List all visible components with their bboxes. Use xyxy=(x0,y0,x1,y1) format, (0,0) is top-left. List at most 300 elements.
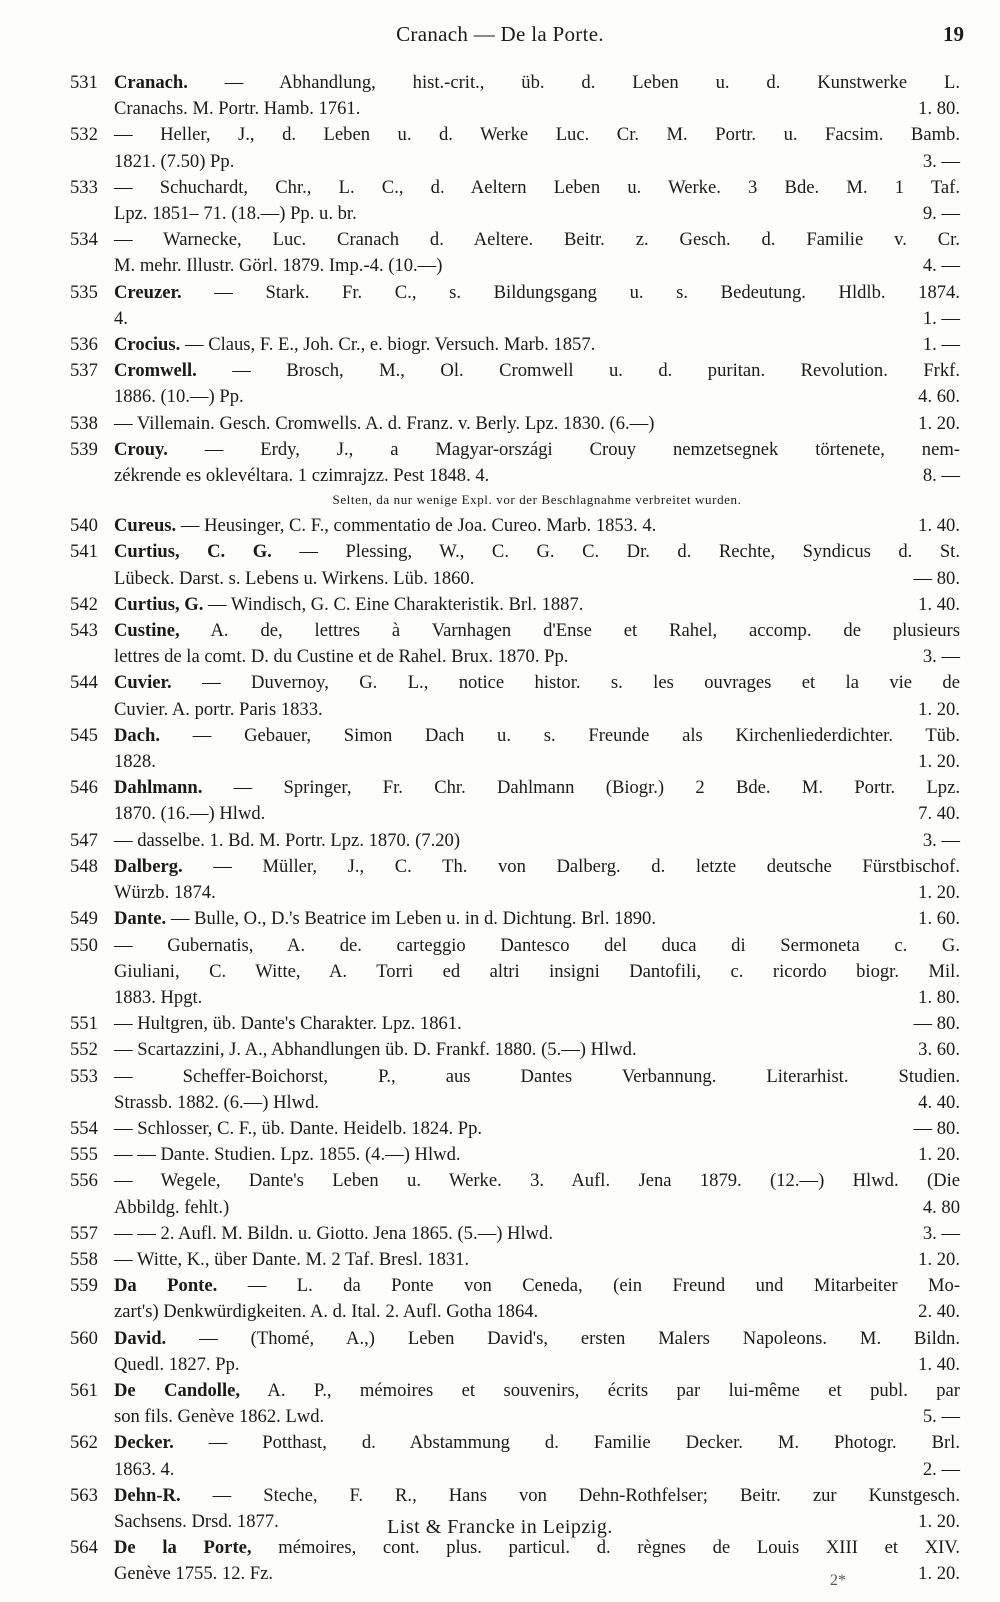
entry-description: — (Thomé, A.,) Leben David's, ersten Malers Napoleons. M. Bildn. xyxy=(166,1327,960,1349)
entry-subject: Cureus. xyxy=(114,515,177,537)
entry-description: Cuvier. A. portr. Paris 1833. xyxy=(114,698,323,720)
entry-text xyxy=(114,1273,960,1299)
entry-text xyxy=(114,592,583,618)
entry-line xyxy=(114,1273,960,1299)
entry-description: Würzb. 1874. xyxy=(114,882,216,904)
entry-description: — Erdy, J., a Magyar-országi Crouy nemzetsegnek törtenete, nem- xyxy=(167,438,960,460)
entry-price: 4. 60. xyxy=(918,386,960,408)
catalog-entry xyxy=(70,1430,960,1482)
entry-number: 562 xyxy=(70,1432,98,1454)
entry-text xyxy=(114,1142,461,1168)
entry-text xyxy=(114,1457,174,1483)
entry-subject: Creuzer. xyxy=(114,281,182,303)
entry-description: — Scheffer-Boichorst, P., aus Dantes Verbannung. Literarhist. Studien. xyxy=(114,1065,960,1087)
entry-body xyxy=(114,906,960,932)
entry-description: zart's) Denkwürdigkeiten. A. d. Ital. 2. Aufl. Gotha 1864. xyxy=(114,1301,539,1323)
entry-number: 548 xyxy=(70,855,98,877)
entry-line xyxy=(114,1299,960,1325)
entry-line xyxy=(114,1142,960,1168)
entry-text xyxy=(114,1195,229,1221)
entry-line xyxy=(114,618,960,644)
entry-body xyxy=(114,1221,960,1247)
entry-line xyxy=(114,1352,960,1378)
entry-body xyxy=(114,1011,960,1037)
entry-description: A. P., mémoires et souvenirs, écrits par lui-même et publ. par xyxy=(240,1379,960,1401)
catalog-entry xyxy=(70,358,960,410)
catalog-entry xyxy=(70,1011,960,1037)
entry-price: 1. 20. xyxy=(918,1510,960,1532)
entry-price: 7. 40. xyxy=(918,803,960,825)
entry-body xyxy=(114,854,960,906)
entry-price: 1. — xyxy=(922,307,960,329)
entry-subject: Da Ponte. xyxy=(114,1275,218,1297)
entry-line xyxy=(114,96,960,122)
entry-price: 1. 20. xyxy=(918,412,960,434)
catalog-entry xyxy=(70,1378,960,1430)
entry-line xyxy=(114,1326,960,1352)
entry-text xyxy=(114,149,234,175)
catalog-entry xyxy=(70,1326,960,1378)
entry-number: 543 xyxy=(70,620,98,642)
entry-number: 549 xyxy=(70,908,98,930)
catalog-entry xyxy=(70,280,960,332)
entry-text xyxy=(114,1430,960,1456)
entry-subject: Crouy. xyxy=(114,438,168,460)
entry-subject: Custine, xyxy=(114,620,180,642)
catalog-entry xyxy=(70,1221,960,1247)
entry-subject: De Candolle, xyxy=(114,1379,241,1401)
entry-line xyxy=(114,1221,960,1247)
entry-body xyxy=(114,332,960,358)
entry-body xyxy=(114,775,960,827)
entry-line xyxy=(114,828,960,854)
entry-line xyxy=(114,1378,960,1404)
entry-description: — Windisch, G. C. Eine Charakteristik. Brl. 1887. xyxy=(203,593,584,615)
catalog-entry xyxy=(70,411,960,437)
entry-body xyxy=(114,437,960,513)
entry-text xyxy=(114,1483,960,1509)
catalog-entry xyxy=(70,618,960,670)
entry-description: Cranachs. M. Portr. Hamb. 1761. xyxy=(114,98,361,120)
entry-text xyxy=(114,70,960,96)
page-header xyxy=(0,22,1000,52)
entry-description: Sachsens. Drsd. 1877. xyxy=(114,1510,279,1532)
entry-line xyxy=(114,175,960,201)
entry-description: son fils. Genève 1862. Lwd. xyxy=(114,1406,325,1428)
entry-line xyxy=(114,463,960,489)
entry-text xyxy=(114,723,960,749)
entry-body xyxy=(114,933,960,1012)
entry-number: 544 xyxy=(70,672,98,694)
entry-body xyxy=(114,539,960,591)
entry-line xyxy=(114,906,960,932)
entry-description: — Müller, J., C. Th. von Dalberg. d. letzte deutsche Fürstbischof. xyxy=(182,855,960,877)
entry-text xyxy=(114,880,216,906)
entry-body xyxy=(114,411,960,437)
entry-text xyxy=(114,332,595,358)
entry-number: 556 xyxy=(70,1170,98,1192)
entry-text xyxy=(114,749,156,775)
catalog-entry xyxy=(70,906,960,932)
entry-text xyxy=(114,227,960,253)
entry-text xyxy=(114,513,656,539)
entry-price: 4. 80 xyxy=(922,1196,960,1218)
entry-description: — Wegele, Dante's Leben u. Werke. 3. Aufl. Jena 1879. (12.—) Hlwd. (Die xyxy=(114,1170,960,1192)
entry-subject: Decker. xyxy=(114,1432,174,1454)
entry-subject: Dahlmann. xyxy=(114,777,203,799)
sheet-signature: 2* xyxy=(830,1572,846,1589)
entry-description: — L. da Ponte von Ceneda, (ein Freund und Mitarbeiter Mo- xyxy=(217,1275,961,1297)
entry-text xyxy=(114,1064,960,1090)
entry-description: — Claus, F. E., Joh. Cr., e. biogr. Versuch. Marb. 1857. xyxy=(180,334,596,356)
entry-description: zékrende es oklevéltara. 1 czimrajzz. Pest 1848. 4. xyxy=(114,465,490,487)
entry-line xyxy=(114,775,960,801)
entry-number: 539 xyxy=(70,438,98,460)
entry-subject: Cranach. xyxy=(114,72,188,93)
entry-line xyxy=(114,227,960,253)
catalog-entry xyxy=(70,723,960,775)
entry-description: A. de, lettres à Varnhagen d'Ense et Rahel, accomp. de plusieurs xyxy=(179,620,960,642)
entry-description: — Schuchardt, Chr., L. C., d. Aeltern Leben u. Werke. 3 Bde. M. 1 Taf. xyxy=(114,176,960,198)
entry-price: 3. 60. xyxy=(918,1039,960,1061)
entry-description: Quedl. 1827. Pp. xyxy=(114,1353,240,1375)
entry-description: — Abhandlung, hist.-crit., üb. d. Leben u. d. Kunstwerke L. xyxy=(187,72,960,93)
entry-description: 1883. Hpgt. xyxy=(114,986,203,1008)
entry-line xyxy=(114,539,960,565)
entry-text xyxy=(114,1535,960,1561)
catalog-entry xyxy=(70,933,960,1012)
entry-line xyxy=(114,1011,960,1037)
entry-text xyxy=(114,539,960,565)
entry-line xyxy=(114,592,960,618)
catalog-entry xyxy=(70,1037,960,1063)
entry-description: Lübeck. Darst. s. Lebens u. Wirkens. Lüb. 1860. xyxy=(114,567,475,589)
entry-price: 3. — xyxy=(922,646,960,668)
entry-number: 535 xyxy=(70,281,98,303)
entry-line xyxy=(114,723,960,749)
publisher-footer: List & Francke in Leipzig. xyxy=(387,1516,613,1538)
entry-description: — Witte, K., über Dante. M. 2 Taf. Bresl. 1831. xyxy=(114,1248,470,1270)
entry-number: 531 xyxy=(70,72,98,93)
entry-description: Strassb. 1882. (6.—) Hlwd. xyxy=(114,1091,320,1113)
entry-text xyxy=(114,1326,960,1352)
entry-price: 4. — xyxy=(922,255,960,277)
catalog-entry xyxy=(70,122,960,174)
entry-number: 553 xyxy=(70,1065,98,1087)
entry-text xyxy=(114,644,568,670)
entry-price: 1. 20. xyxy=(918,1144,960,1166)
entry-description: lettres de la comt. D. du Custine et de Rahel. Brux. 1870. Pp. xyxy=(114,646,569,668)
catalog-entry xyxy=(70,670,960,722)
entry-description: — Warnecke, Luc. Cranach d. Aeltere. Beitr. z. Gesch. d. Familie v. Cr. xyxy=(114,229,960,251)
entry-description: — Villemain. Gesch. Cromwells. A. d. Franz. v. Berly. Lpz. 1830. (6.—) xyxy=(114,412,655,434)
entry-number: 563 xyxy=(70,1484,98,1506)
entry-text xyxy=(114,1378,960,1404)
entry-text xyxy=(114,175,960,201)
entry-text xyxy=(114,437,960,463)
entry-price: 2. 40. xyxy=(918,1301,960,1323)
entry-subject: Dalberg. xyxy=(114,855,183,877)
entry-number: 533 xyxy=(70,176,98,198)
entry-subject: Cuvier. xyxy=(114,672,172,694)
entry-subject: De la Porte, xyxy=(114,1537,252,1559)
entry-text xyxy=(114,1011,462,1037)
entry-description: M. mehr. Illustr. Görl. 1879. Imp.-4. (10.—) xyxy=(114,255,443,277)
entry-description: — Potthast, d. Abstammung d. Familie Decker. M. Photogr. Brl. xyxy=(173,1432,960,1454)
entry-text xyxy=(114,384,244,410)
entry-price: 1. 20. xyxy=(918,1248,960,1270)
catalog-entry xyxy=(70,539,960,591)
entry-description: — Heller, J., d. Leben u. d. Werke Luc. Cr. M. Portr. u. Facsim. Bamb. xyxy=(114,124,960,146)
entry-line xyxy=(114,670,960,696)
catalog-entry xyxy=(70,227,960,279)
entry-number: 541 xyxy=(70,541,98,563)
entry-subject: Curtius, G. xyxy=(114,593,204,615)
entry-number: 546 xyxy=(70,777,98,799)
entry-price: 1. 20. xyxy=(918,882,960,904)
entry-line xyxy=(114,358,960,384)
entry-subject: David. xyxy=(114,1327,167,1349)
entry-description: — Heusinger, C. F., commentatio de Joa. Cureo. Marb. 1853. 4. xyxy=(176,515,657,537)
entry-line xyxy=(114,933,960,959)
entry-number: 550 xyxy=(70,934,98,956)
entry-number: 547 xyxy=(70,829,98,851)
entry-text xyxy=(114,618,960,644)
entry-price: 9. — xyxy=(922,203,960,225)
entry-line xyxy=(114,122,960,148)
entry-price: — 80. xyxy=(913,1013,960,1035)
entry-body xyxy=(114,1142,960,1168)
page-number: 19 xyxy=(943,22,964,46)
entry-description: — — 2. Aufl. M. Bildn. u. Giotto. Jena 1865. (5.—) Hlwd. xyxy=(114,1222,554,1244)
entry-number: 540 xyxy=(70,515,98,537)
entry-line xyxy=(114,854,960,880)
entry-text xyxy=(114,775,960,801)
catalog-entry xyxy=(70,1273,960,1325)
entry-price: 1. 60. xyxy=(918,908,960,930)
entry-text xyxy=(114,933,960,959)
entry-text xyxy=(114,96,360,122)
entry-number: 561 xyxy=(70,1379,98,1401)
entry-line xyxy=(114,1064,960,1090)
entry-price: 1. 20. xyxy=(918,751,960,773)
entry-price: 8. — xyxy=(922,465,960,487)
entry-text xyxy=(114,463,489,489)
entry-text xyxy=(114,1247,469,1273)
entry-price: 3. — xyxy=(922,150,960,172)
entry-subject: Dante. xyxy=(114,908,167,930)
entry-number: 557 xyxy=(70,1222,98,1244)
catalog-entry xyxy=(70,592,960,618)
catalog-entry xyxy=(70,1064,960,1116)
entry-line xyxy=(114,513,960,539)
entry-price: 1. 40. xyxy=(918,515,960,537)
entry-line xyxy=(114,1195,960,1221)
catalog-entry xyxy=(70,1142,960,1168)
catalog-entry xyxy=(70,1247,960,1273)
catalog-entry xyxy=(70,70,960,122)
entry-price: 1. 20. xyxy=(918,1563,960,1585)
entry-number: 564 xyxy=(70,1537,98,1559)
entry-line xyxy=(114,253,960,279)
entry-text xyxy=(114,906,656,932)
entry-subject: Curtius, C. G. xyxy=(114,541,272,563)
entry-body xyxy=(114,513,960,539)
entry-description: — Gebauer, Simon Dach u. s. Freunde als Kirchenliederdichter. Tüb. xyxy=(159,724,960,746)
entry-description: — Schlosser, C. F., üb. Dante. Heidelb. 1824. Pp. xyxy=(114,1117,483,1139)
entry-text xyxy=(114,566,474,592)
entry-description: — Plessing, W., C. G. C. Dr. d. Rechte, Syndicus d. St. xyxy=(271,541,960,563)
entry-line xyxy=(114,1090,960,1116)
entry-body xyxy=(114,723,960,775)
entry-note: Selten, da nur wenige Expl. vor der Beschlagnahme verbreitet wurden. xyxy=(332,492,742,508)
catalog-entry xyxy=(70,1535,960,1587)
entry-line xyxy=(114,1430,960,1456)
entry-description: — Brosch, M., Ol. Cromwell u. d. puritan. Revolution. Frkf. xyxy=(196,360,960,382)
entry-line xyxy=(114,1535,960,1561)
entry-text xyxy=(114,1116,482,1142)
entry-line xyxy=(114,332,960,358)
entry-number: 534 xyxy=(70,229,98,251)
entry-body xyxy=(114,1378,960,1430)
entry-line xyxy=(114,1457,960,1483)
catalog-entry xyxy=(70,828,960,854)
entry-line xyxy=(114,1404,960,1430)
catalog-entry xyxy=(70,775,960,827)
entry-body xyxy=(114,1116,960,1142)
entry-description: — Stark. Fr. C., s. Bildungsgang u. s. Bedeutung. Hldlb. 1874. xyxy=(181,281,960,303)
entry-body xyxy=(114,358,960,410)
entry-number: 545 xyxy=(70,724,98,746)
entry-line xyxy=(114,437,960,463)
entry-line xyxy=(114,644,960,670)
entry-number: 542 xyxy=(70,593,98,615)
entry-text xyxy=(114,1037,637,1063)
entry-description: 1821. (7.50) Pp. xyxy=(114,150,235,172)
entry-line xyxy=(114,384,960,410)
entry-price: 3. — xyxy=(922,829,960,851)
entry-body xyxy=(114,1168,960,1220)
entry-text xyxy=(114,959,960,985)
entry-subject: Cromwell. xyxy=(114,360,197,382)
entry-description: — Springer, Fr. Chr. Dahlmann (Biogr.) 2 Bde. M. Portr. Lpz. xyxy=(202,777,960,799)
entry-body xyxy=(114,1064,960,1116)
entry-description: — Gubernatis, A. de. carteggio Dantesco del duca di Sermoneta c. G. xyxy=(114,934,960,956)
entry-number: 555 xyxy=(70,1144,98,1166)
entry-text xyxy=(114,985,202,1011)
entry-subject: Dehn-R. xyxy=(114,1484,181,1506)
entry-price: 1. 40. xyxy=(918,593,960,615)
entry-body xyxy=(114,1273,960,1325)
entry-description: — Scartazzini, J. A., Abhandlungen üb. D. Frankf. 1880. (5.—) Hlwd. xyxy=(114,1039,637,1061)
entry-body xyxy=(114,280,960,332)
entry-number: 554 xyxy=(70,1117,98,1139)
entry-text xyxy=(114,670,960,696)
entry-line xyxy=(114,411,960,437)
entry-description: Abbildg. fehlt.) xyxy=(114,1196,230,1218)
entry-text xyxy=(114,280,960,306)
entry-line xyxy=(114,985,960,1011)
entry-price: 1. 40. xyxy=(918,1353,960,1375)
entry-description: 1863. 4. xyxy=(114,1458,175,1480)
entry-number: 560 xyxy=(70,1327,98,1349)
entry-description: 1886. (10.—) Pp. xyxy=(114,386,244,408)
entry-line xyxy=(114,201,960,227)
entry-price: 1. — xyxy=(922,334,960,356)
entry-body xyxy=(114,1430,960,1482)
entry-line xyxy=(114,306,960,332)
entry-line xyxy=(114,959,960,985)
entry-number: 559 xyxy=(70,1275,98,1297)
entry-price: — 80. xyxy=(913,567,960,589)
entry-number: 558 xyxy=(70,1248,98,1270)
catalog-entry xyxy=(70,1168,960,1220)
entry-text xyxy=(114,122,960,148)
running-title: Cranach — De la Porte. xyxy=(396,22,604,46)
entry-text xyxy=(114,358,960,384)
entry-text xyxy=(114,1352,240,1378)
entry-text xyxy=(114,253,442,279)
entry-description: 1870. (16.—) Hlwd. xyxy=(114,803,266,825)
entry-body xyxy=(114,618,960,670)
entry-line xyxy=(114,1247,960,1273)
catalog-entry xyxy=(70,332,960,358)
entry-text xyxy=(114,697,323,723)
entry-text xyxy=(114,411,654,437)
entry-body xyxy=(114,1326,960,1378)
entry-description: Genève 1755. 12. Fz. xyxy=(114,1563,274,1585)
entry-text xyxy=(114,801,265,827)
entry-line xyxy=(114,1116,960,1142)
entry-line xyxy=(114,1037,960,1063)
entry-price: 1. 80. xyxy=(918,986,960,1008)
entry-number: 552 xyxy=(70,1039,98,1061)
entry-price: 1. 20. xyxy=(918,698,960,720)
entry-text xyxy=(114,306,128,332)
entry-number: 532 xyxy=(70,124,98,146)
entry-line xyxy=(114,697,960,723)
entry-description: Giuliani, C. Witte, A. Torri ed altri insigni Dantofili, c. ricordo biogr. Mil. xyxy=(114,960,960,982)
entry-line xyxy=(114,1168,960,1194)
entry-description: — Steche, F. R., Hans von Dehn-Rothfelser; Beitr. zur Kunstgesch. xyxy=(180,1484,960,1506)
entry-price: 5. — xyxy=(922,1406,960,1428)
entry-text xyxy=(114,201,357,227)
entry-number: 537 xyxy=(70,360,98,382)
catalog-entry xyxy=(70,437,960,513)
catalog-entry xyxy=(70,513,960,539)
entry-text xyxy=(114,1090,319,1116)
entry-body xyxy=(114,227,960,279)
entry-description: — Duvernoy, G. L., notice histor. s. les ouvrages et la vie de xyxy=(171,672,960,694)
entry-number: 551 xyxy=(70,1013,98,1035)
entry-text xyxy=(114,1168,960,1194)
entry-price: 3. — xyxy=(922,1222,960,1244)
entry-description: mémoires, cont. plus. particul. d. règnes de Louis XIII et XIV. xyxy=(251,1537,960,1559)
entry-text xyxy=(114,1404,324,1430)
catalog-entry xyxy=(70,175,960,227)
entry-description: Lpz. 1851– 71. (18.—) Pp. u. br. xyxy=(114,203,357,225)
entry-description: — dasselbe. 1. Bd. M. Portr. Lpz. 1870. (7.20) xyxy=(114,829,461,851)
entry-text xyxy=(114,1221,553,1247)
entry-line xyxy=(114,280,960,306)
entry-body xyxy=(114,70,960,122)
entry-text xyxy=(114,828,460,854)
entry-body xyxy=(114,670,960,722)
entry-number: 536 xyxy=(70,334,98,356)
entry-line xyxy=(114,749,960,775)
catalog-entry xyxy=(70,1116,960,1142)
entry-text xyxy=(114,1299,538,1325)
